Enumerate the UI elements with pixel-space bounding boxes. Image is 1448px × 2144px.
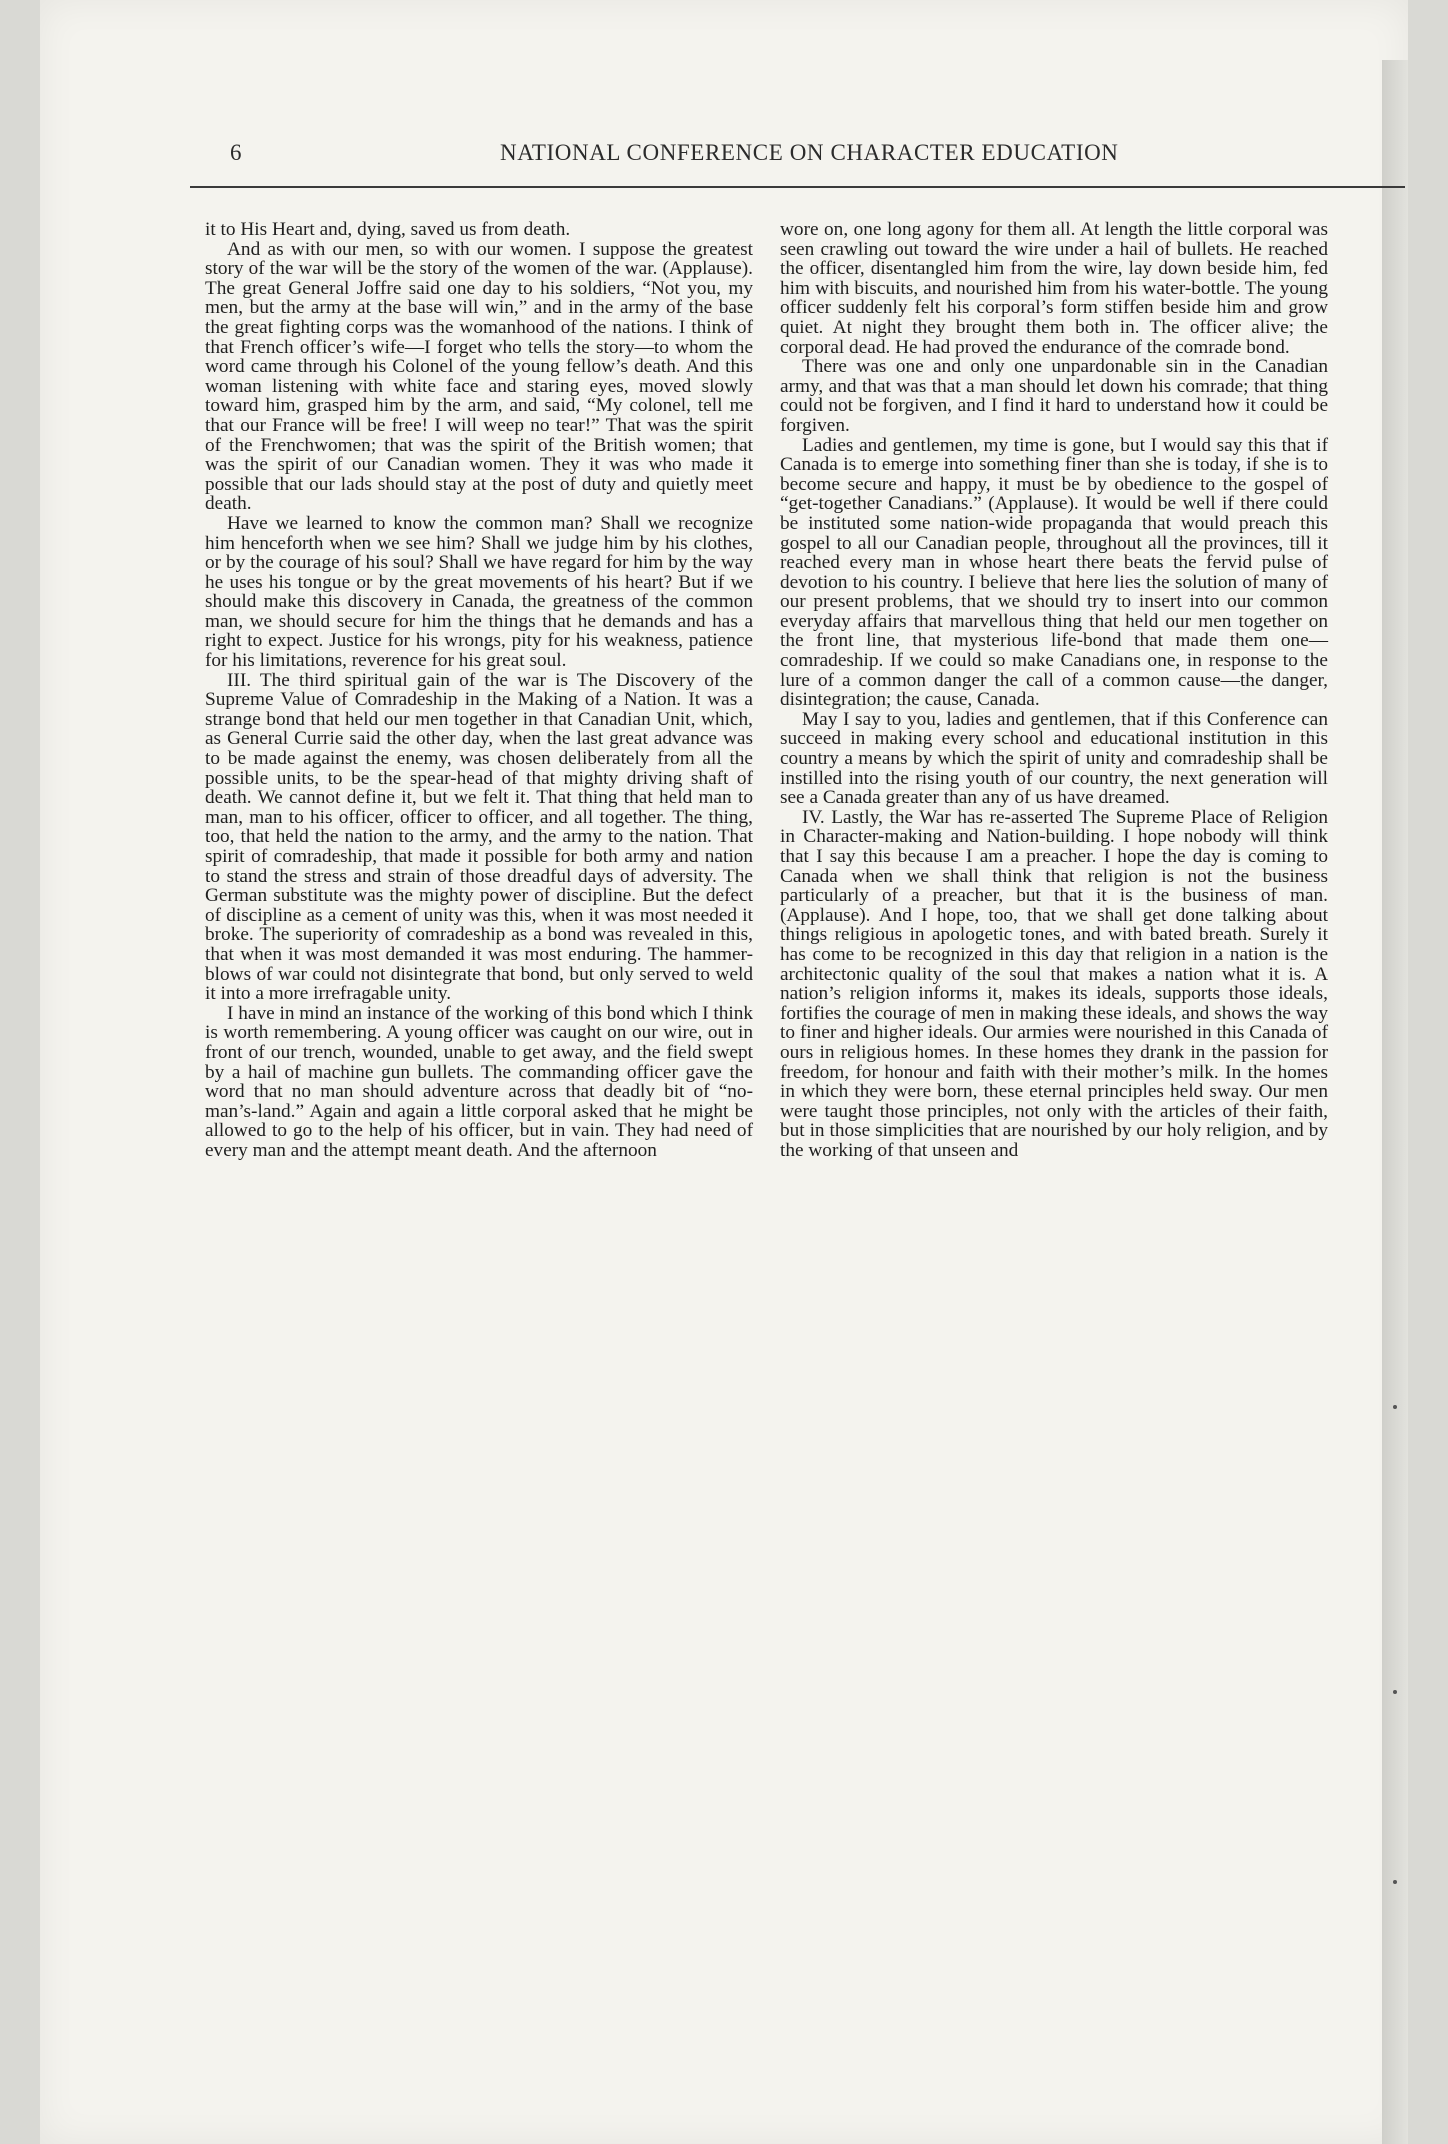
- scan-speck: [1393, 1880, 1397, 1884]
- paragraph: May I say to you, ladies and gentlemen, that if this Conference can succeed in making every school and educational institution in this country a means by which the spirit of unity and comradeship shall be instilled into the rising youth of our country, the next generation will see a Canada greater than any of us have dreamed.: [780, 708, 1328, 809]
- paragraph: I have in mind an instance of the working of this bond which I think is worth remembering. A young officer was caught on our wire, out in front of our trench, wounded, unable to get away, and the field swept by a hail of machine gun bullets. The commanding officer gave the word that no man should adventure across that deadly bit of “no-man’s-land.” Again and again a little corporal asked that he might be allowed to go to the help of his officer, but in vain. They had need of every man and the attempt meant death. And the afternoon: [205, 1002, 753, 1161]
- paragraph: Ladies and gentlemen, my time is gone, but I would say this that if Canada is to emerge into something finer than she is today, if she is to become secure and happy, it must be by obedience to the gospel of “get-together Canadians.” (Applause). It would be well if there could be instituted some nation-wide propaganda that would preach this gospel to all our Canadian people, throughout all the provinces, till it reached every man in whose heart there beats the fervid pulse of devotion to his country. I believe that here lies the solution of many of our present problems, that we should try to insert into our common everyday affairs that marvellous thing that held our men together on the front line, that mysterious life-bond that made them one—comradeship. If we could so make Canadians one, in response to the lure of a common danger the call of a common cause—the danger, disintegration; the cause, Canada.: [780, 434, 1328, 711]
- header-rule: [190, 186, 1405, 188]
- paragraph: There was one and only one unpardonable sin in the Canadian army, and that was that a man should let down his comrade; that thing could not be forgiven, and I find it hard to understand how it could be forgiven.: [780, 356, 1328, 436]
- running-title: NATIONAL CONFERENCE ON CHARACTER EDUCATION: [500, 140, 1119, 165]
- paragraph: And as with our men, so with our women. I suppose the greatest story of the war will be the story of the women of the war. (Applause). The great General Joffre said one day to his soldiers, “Not you, my men, but the army at the base will win,” and in the army of the base the great fighting corps was the womanhood of the nations. I think of that French officer’s wife—I forget who tells the story—to whom the word came through his Colonel of the young fellow’s death. And this woman listening with white face and staring eyes, moved slowly toward him, grasped him by the arm, and said, “My colonel, tell me that our France will be free! I will weep no tear!” That was the spirit of the Frenchwomen; that was the spirit of the British women; that was the spirit of our Canadian women. They it was who made it possible that our lads should stay at the post of duty and quietly meet death.: [205, 238, 753, 515]
- right-column: [780, 220, 1328, 1161]
- paragraph: IV. Lastly, the War has re-asserted The Supreme Place of Religion in Character-making and Nation-building. I hope nobody will think that I say this because I am a preacher. I hope the day is coming to Canada when we shall think that religion is not the business particularly of a preacher, but that it is the business of man. (Applause). And I hope, too, that we shall get done talking about things religious in apologetic tones, and with bated breath. Surely it has come to be recognized in this day that religion in a nation is the architectonic quality of the soul that makes a nation what it is. A nation’s religion informs it, makes its ideals, supports those ideals, fortifies the courage of men in making these ideals, and shows the way to finer and higher ideals. Our armies were nourished in this Canada of ours in religious homes. In these homes they drank in the passion for freedom, for honour and faith with their mother’s milk. In the homes in which they were born, these eternal principles held sway. Our men were taught those principles, not only with the articles of their faith, but in those simplicities that are nourished by our holy religion, and by the working of that unseen and: [780, 806, 1328, 1161]
- paragraph: III. The third spiritual gain of the war is The Discovery of the Supreme Value of Comradeship in the Making of a Nation. It was a strange bond that held our men together in that Canadian Unit, which, as General Currie said the other day, when the last great advance was to be made against the enemy, was chosen deliberately from all the possible units, to be the spear-head of that mighty driving shaft of death. We cannot define it, but we felt it. That thing that held man to man, man to his officer, officer to officer, and all together. The thing, too, that held the nation to the army, and the army to the nation. That spirit of comradeship, that made it possible for both army and nation to stand the stress and strain of those dreadful days of adversity. The German substitute was the mighty power of discipline. But the defect of discipline as a cement of unity was this, when it was most needed it broke. The superiority of comradeship as a bond was revealed in this, that when it was most demanded it was most enduring. The hammer-blows of war could not disintegrate that bond, but only served to weld it into a more irrefragable unity.: [205, 669, 753, 1005]
- page-edge: [1382, 60, 1408, 2144]
- paragraph: it to His Heart and, dying, saved us from death.: [205, 219, 571, 240]
- book-page: [40, 0, 1408, 2144]
- left-column: [205, 220, 753, 1161]
- scan-speck: [1393, 1690, 1397, 1694]
- paragraph: Have we learned to know the common man? Shall we recognize him henceforth when we see him? Shall we judge him by his clothes, or by the courage of his soul? Shall we have regard for him by the way he uses his tongue or by the great movements of his heart? But if we should make this discovery in Canada, the greatness of the common man, we should secure for him the things that he demands and has a right to expect. Justice for his wrongs, pity for his weakness, patience for his limitations, reverence for his great soul.: [205, 512, 753, 672]
- page-header: [190, 140, 1210, 180]
- page-number: 6: [230, 140, 242, 165]
- paragraph: wore on, one long agony for them all. At length the little corporal was seen crawling out toward the wire under a hail of bullets. He reached the officer, disentangled him from the wire, lay down beside him, fed him with biscuits, and nourished him from his water-bottle. The young officer suddenly felt his corporal’s form stiffen beside him and grow quiet. At night they brought them both in. The officer alive; the corporal dead. He had proved the endurance of the comrade bond.: [780, 219, 1328, 358]
- scan-speck: [1393, 1405, 1397, 1409]
